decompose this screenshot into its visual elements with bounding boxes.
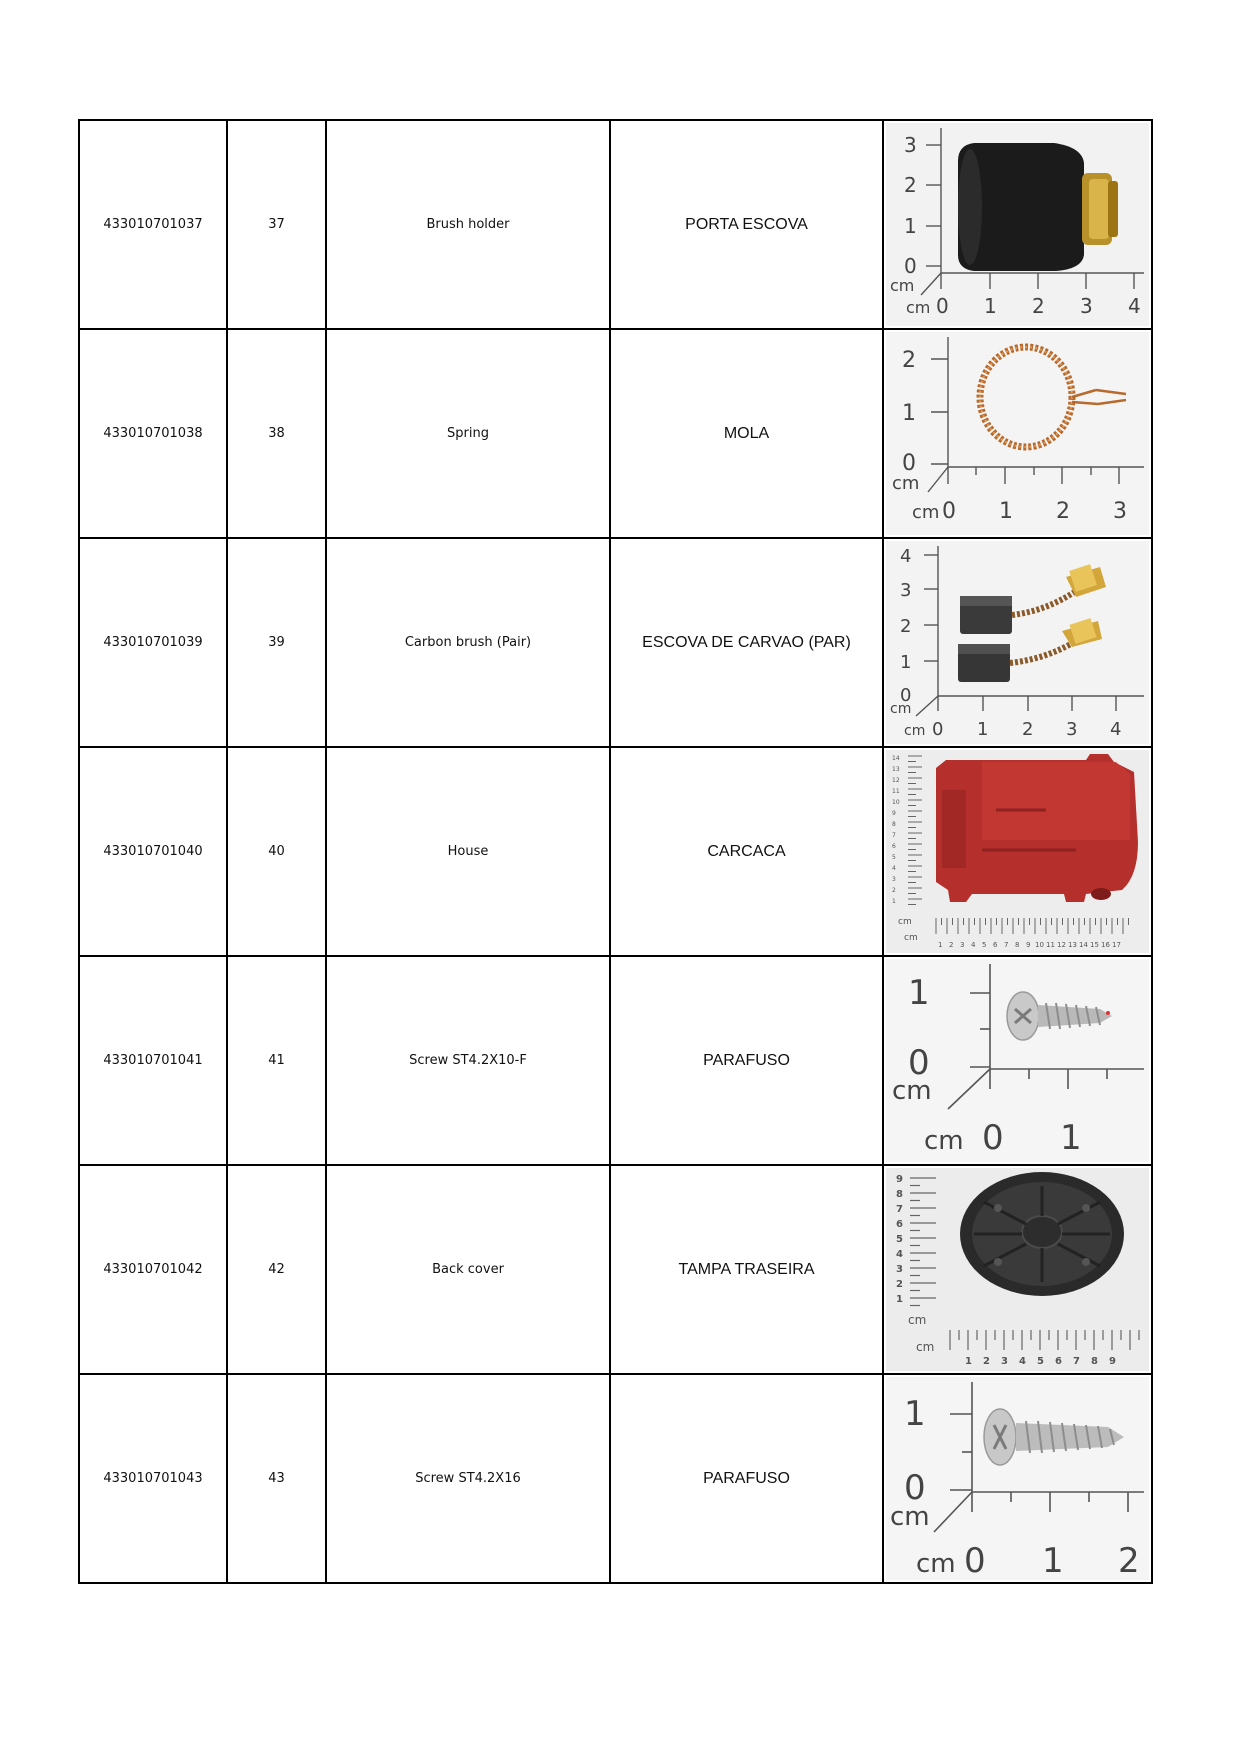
scale-y-label: 7 [896, 1204, 903, 1215]
photo-cell [883, 1165, 1152, 1374]
scale-x-label: 7 [1073, 1356, 1080, 1367]
photo-cell [883, 956, 1152, 1165]
scale-x-label: 7 [1004, 941, 1009, 949]
scale-y-label: 11 [892, 788, 900, 795]
position-number: 42 [227, 1165, 326, 1374]
part-number: 433010701039 [79, 538, 227, 747]
scale-x-label: 15 [1090, 941, 1099, 949]
description-pt: MOLA [610, 329, 883, 538]
table-row [79, 120, 1152, 329]
table-row [79, 329, 1152, 538]
carbon-brush-photo [886, 541, 1149, 744]
scale-unit: cm [916, 1549, 956, 1579]
scale-y-label: 5 [896, 1234, 903, 1245]
scale-y-label: 1 [904, 214, 917, 238]
scale-unit: cm [912, 502, 940, 523]
description-pt: PARAFUSO [610, 956, 883, 1165]
scale-x-label: 0 [964, 1541, 986, 1580]
part-number: 433010701038 [79, 329, 227, 538]
scale-unit: cm [890, 701, 912, 717]
description-en: Screw ST4.2X16 [326, 1374, 610, 1583]
scale-y-label: 7 [892, 832, 896, 839]
scale-x-label: 3 [960, 941, 965, 949]
table-row [79, 747, 1152, 956]
scale-y-label: 2 [896, 1279, 903, 1290]
scale-unit: cm [892, 1076, 932, 1106]
scale-y-label: 3 [904, 133, 917, 157]
scale-x-label: 10 [1035, 941, 1044, 949]
scale-x-label: 3 [1080, 294, 1093, 318]
scale-x-label: 4 [1110, 719, 1122, 740]
description-pt: TAMPA TRASEIRA [610, 1165, 883, 1374]
scale-x-label: 5 [982, 941, 987, 949]
scale-y-label: 4 [900, 546, 912, 567]
scale-x-label: 4 [1128, 294, 1141, 318]
scale-x-label: 4 [971, 941, 976, 949]
scale-x-label: 2 [1056, 499, 1070, 524]
description-en: Spring [326, 329, 610, 538]
position-number: 43 [227, 1374, 326, 1583]
scale-y-label: 0 [902, 451, 916, 476]
scale-x-label: 1 [938, 941, 943, 949]
scale-x-label: 2 [1022, 719, 1034, 740]
scale-unit: cm [904, 723, 926, 739]
scale-x-label: 3 [1066, 719, 1078, 740]
scale-y-label: 1 [908, 973, 930, 1013]
scale-x-label: 0 [982, 1118, 1004, 1158]
scale-y-label: 1 [900, 652, 912, 673]
part-number: 433010701037 [79, 120, 227, 329]
scale-x-label: 6 [993, 941, 998, 949]
scale-y-label: 3 [892, 876, 896, 883]
scale-x-label: 0 [932, 719, 944, 740]
scale-x-label: 11 [1046, 941, 1055, 949]
scale-x-label: 13 [1068, 941, 1077, 949]
scale-y-label: 13 [892, 766, 900, 773]
description-en: Carbon brush (Pair) [326, 538, 610, 747]
position-number: 40 [227, 747, 326, 956]
scale-x-label: 8 [1091, 1356, 1098, 1367]
scale-x-label: 17 [1112, 941, 1121, 949]
scale-unit: cm [908, 1313, 927, 1327]
scale-y-label: 10 [892, 799, 900, 806]
description-en: Back cover [326, 1165, 610, 1374]
description-pt: CARCACA [610, 747, 883, 956]
scale-x-label: 12 [1057, 941, 1066, 949]
scale-x-label: 0 [936, 294, 949, 318]
scale-y-label: 3 [900, 580, 912, 601]
screw-photo [886, 959, 1149, 1162]
scale-y-label: 12 [892, 777, 900, 784]
scale-y-label: 8 [892, 821, 896, 828]
position-number: 41 [227, 956, 326, 1165]
spring-photo [886, 332, 1149, 535]
description-pt: PORTA ESCOVA [610, 120, 883, 329]
scale-x-label: 1 [999, 499, 1013, 524]
description-pt: PARAFUSO [610, 1374, 883, 1583]
scale-x-label: 3 [1113, 499, 1127, 524]
back-cover-photo [886, 1168, 1149, 1371]
scale-y-label: 0 [904, 254, 917, 278]
scale-x-label: 1 [1042, 1541, 1064, 1580]
scale-unit: cm [906, 298, 931, 317]
position-number: 38 [227, 329, 326, 538]
scale-unit: cm [904, 933, 918, 943]
scale-y-label: 2 [904, 173, 917, 197]
table-row [79, 1165, 1152, 1374]
scale-y-label: 2 [900, 616, 912, 637]
scale-y-label: 8 [896, 1189, 903, 1200]
scale-unit: cm [916, 1340, 935, 1354]
description-pt: ESCOVA DE CARVAO (PAR) [610, 538, 883, 747]
scale-x-label: 16 [1101, 941, 1110, 949]
photo-cell [883, 747, 1152, 956]
scale-x-label: 1 [977, 719, 989, 740]
scale-y-label: 14 [892, 755, 900, 762]
part-number: 433010701040 [79, 747, 227, 956]
scale-y-label: 1 [902, 401, 916, 426]
scale-y-label: 3 [896, 1264, 903, 1275]
part-number: 433010701042 [79, 1165, 227, 1374]
photo-cell [883, 538, 1152, 747]
scale-y-label: 4 [896, 1249, 903, 1260]
scale-x-label: 1 [984, 294, 997, 318]
scale-x-label: 5 [1037, 1356, 1044, 1367]
scale-y-label: 2 [892, 887, 896, 894]
scale-unit: cm [898, 917, 912, 927]
photo-cell [883, 120, 1152, 329]
description-en: Brush holder [326, 120, 610, 329]
scale-unit: cm [890, 1502, 930, 1532]
scale-unit: cm [890, 276, 915, 295]
scale-x-label: 4 [1019, 1356, 1026, 1367]
scale-x-label: 3 [1001, 1356, 1008, 1367]
photo-cell [883, 329, 1152, 538]
photo-cell [883, 1374, 1152, 1583]
scale-x-label: 1 [1060, 1118, 1082, 1158]
brush-holder-photo [886, 123, 1149, 326]
scale-x-label: 2 [983, 1356, 990, 1367]
scale-x-label: 8 [1015, 941, 1020, 949]
position-number: 39 [227, 538, 326, 747]
scale-y-label: 4 [892, 865, 896, 872]
screw-long-photo [886, 1377, 1149, 1580]
part-number: 433010701043 [79, 1374, 227, 1583]
scale-y-label: 9 [892, 810, 896, 817]
housing-photo [886, 750, 1149, 953]
scale-y-label: 1 [892, 898, 896, 905]
description-en: Screw ST4.2X10-F [326, 956, 610, 1165]
table-row [79, 956, 1152, 1165]
scale-x-label: 0 [942, 499, 956, 524]
scale-y-label: 1 [904, 1394, 926, 1434]
description-en: House [326, 747, 610, 956]
scale-x-label: 2 [1032, 294, 1045, 318]
parts-table [78, 119, 1153, 1584]
scale-x-label: 1 [965, 1356, 972, 1367]
scale-y-label: 9 [896, 1174, 903, 1185]
scale-x-label: 2 [1118, 1541, 1140, 1580]
scale-x-label: 2 [949, 941, 954, 949]
scale-x-label: 14 [1079, 941, 1088, 949]
scale-y-label: 6 [896, 1219, 903, 1230]
scale-y-label: 0 [904, 1468, 926, 1508]
scale-y-label: 6 [892, 843, 896, 850]
scale-y-label: 2 [902, 348, 916, 373]
scale-x-label: 9 [1109, 1356, 1116, 1367]
scale-unit: cm [892, 473, 920, 494]
scale-y-label: 1 [896, 1294, 903, 1305]
position-number: 37 [227, 120, 326, 329]
part-number: 433010701041 [79, 956, 227, 1165]
scale-x-label: 9 [1026, 941, 1031, 949]
scale-y-label: 0 [900, 685, 912, 706]
scale-unit: cm [924, 1126, 964, 1156]
scale-x-label: 6 [1055, 1356, 1062, 1367]
scale-y-label: 0 [908, 1043, 930, 1083]
table-row [79, 1374, 1152, 1583]
scale-y-label: 5 [892, 854, 896, 861]
table-row [79, 538, 1152, 747]
